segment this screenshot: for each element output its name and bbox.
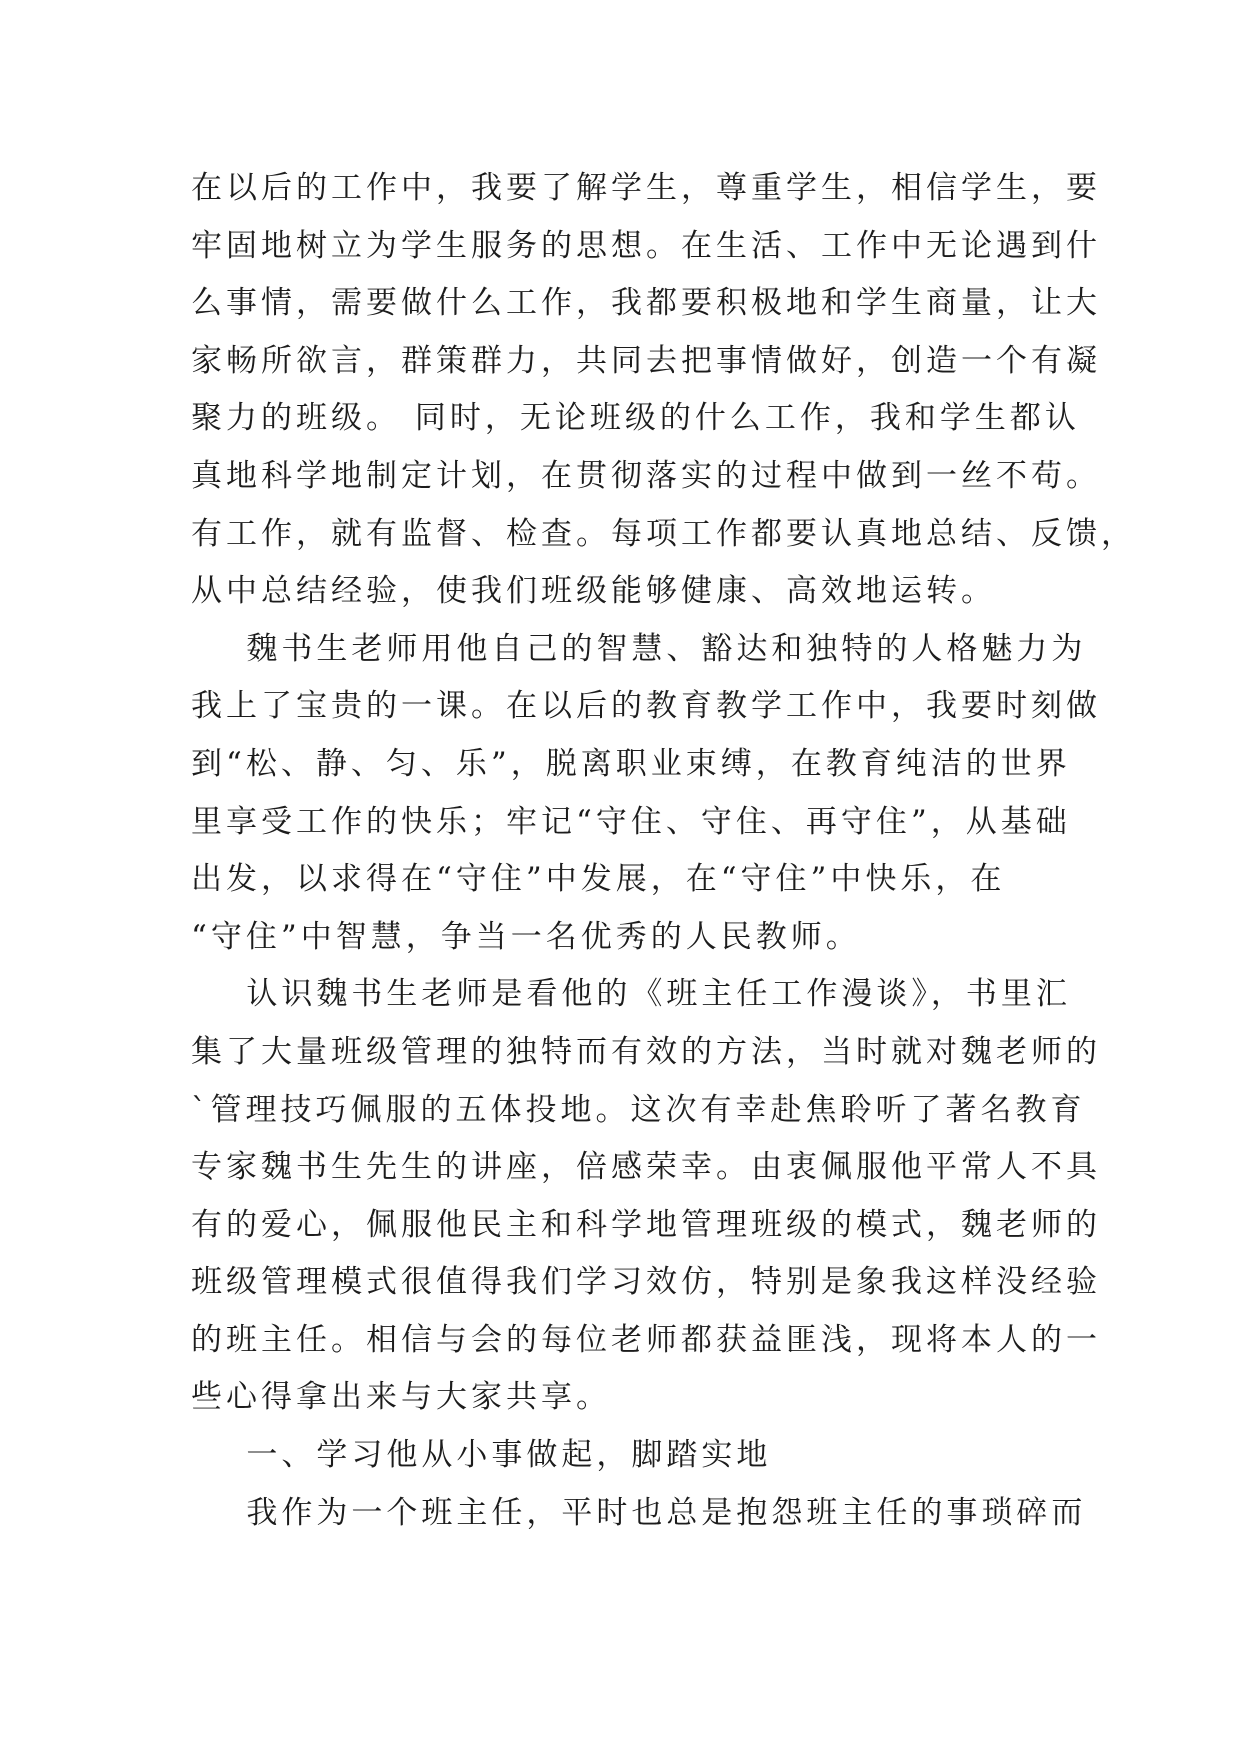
text-line: 的班主任。相信与会的每位老师都获益匪浅，现将本人的一 bbox=[191, 1321, 1101, 1358]
text-line: 真地科学地制定计划，在贯彻落实的过程中做到一丝不苟。 bbox=[191, 457, 1101, 494]
text-line: 魏书生老师用他自己的智慧、豁达和独特的人格魅力为 bbox=[191, 630, 1087, 667]
text-line: 有的爱心，佩服他民主和科学地管理班级的模式，魏老师的 bbox=[191, 1206, 1101, 1243]
text-line: 牢固地树立为学生服务的思想。在生活、工作中无论遇到什 bbox=[191, 227, 1101, 264]
text-line: 些心得拿出来与大家共享。 bbox=[191, 1379, 611, 1416]
text-line: 么事情，需要做什么工作，我都要积极地和学生商量，让大 bbox=[191, 285, 1101, 322]
text-line: 有工作，就有监督、检查。每项工作都要认真地总结、反馈， bbox=[191, 515, 1136, 552]
text-line: 出发，以求得在“守住”中发展，在“守住”中快乐，在 bbox=[191, 861, 1006, 898]
text-line: “守住”中智慧，争当一名优秀的人民教师。 bbox=[191, 918, 861, 955]
text-line: `管理技巧佩服的五体投地。这次有幸赴焦聆听了著名教育 bbox=[191, 1091, 1086, 1128]
text-line: 里享受工作的快乐；牢记“守住、守住、再守住”，从基础 bbox=[191, 803, 1071, 840]
text-line: 集了大量班级管理的独特而有效的方法，当时就对魏老师的 bbox=[191, 1033, 1101, 1070]
text-line: 专家魏书生先生的讲座，倍感荣幸。由衷佩服他平常人不具 bbox=[191, 1149, 1101, 1186]
text-line: 认识魏书生老师是看他的《班主任工作漫谈》，书里汇 bbox=[191, 976, 1071, 1013]
section-heading: 一、学习他从小事做起，脚踏实地 bbox=[191, 1437, 772, 1474]
text-line: 在以后的工作中，我要了解学生，尊重学生，相信学生，要 bbox=[191, 170, 1101, 206]
text-line: 班级管理模式很值得我们学习效仿，特别是象我这样没经验 bbox=[191, 1264, 1101, 1301]
text-line: 我上了宝贵的一课。在以后的教育教学工作中，我要时刻做 bbox=[191, 688, 1101, 725]
text-line: 聚力的班级。 同时，无论班级的什么工作，我和学生都认 bbox=[191, 400, 1080, 437]
text-line: 到“松、静、匀、乐”，脱离职业束缚，在教育纯洁的世界 bbox=[191, 745, 1071, 782]
body-text bbox=[191, 160, 1136, 1542]
text-line: 我作为一个班主任，平时也总是抱怨班主任的事琐碎而 bbox=[191, 1494, 1087, 1531]
text-line: 从中总结经验，使我们班级能够健康、高效地运转。 bbox=[191, 573, 996, 610]
text-line: 家畅所欲言，群策群力，共同去把事情做好，创造一个有凝 bbox=[191, 342, 1101, 379]
